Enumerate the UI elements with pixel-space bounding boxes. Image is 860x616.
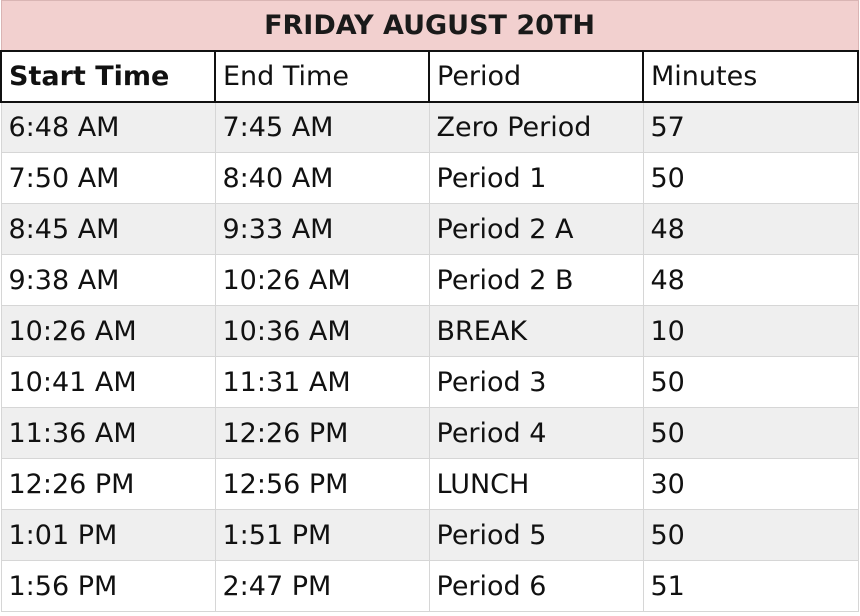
period-cell: Period 2 B [429,255,643,306]
table-row [1,153,858,204]
table-row [1,459,858,510]
period-cell: LUNCH [429,459,643,510]
minutes-cell: 50 [643,153,858,204]
minutes-cell: 10 [643,306,858,357]
minutes-cell: 57 [643,102,858,153]
start-time-cell: 1:56 PM [1,561,215,612]
minutes-cell: 30 [643,459,858,510]
end-time-cell: 10:36 AM [215,306,429,357]
table-row [1,357,858,408]
end-time-cell: 10:26 AM [215,255,429,306]
minutes-cell: 51 [643,561,858,612]
minutes-cell: 50 [643,357,858,408]
end-time-cell: 7:45 AM [215,102,429,153]
header-period: Period [429,51,643,102]
table-row [1,306,858,357]
start-time-cell: 12:26 PM [1,459,215,510]
start-time-cell: 1:01 PM [1,510,215,561]
start-time-cell: 11:36 AM [1,408,215,459]
table-row [1,255,858,306]
period-cell: Period 6 [429,561,643,612]
period-cell: Period 5 [429,510,643,561]
minutes-cell: 50 [643,510,858,561]
period-cell: Period 4 [429,408,643,459]
header-end-time: End Time [215,51,429,102]
table-row [1,204,858,255]
header-row [1,51,858,102]
end-time-cell: 12:26 PM [215,408,429,459]
period-cell: BREAK [429,306,643,357]
end-time-cell: 12:56 PM [215,459,429,510]
minutes-cell: 48 [643,204,858,255]
end-time-cell: 11:31 AM [215,357,429,408]
period-cell: Period 1 [429,153,643,204]
end-time-cell: 1:51 PM [215,510,429,561]
end-time-cell: 2:47 PM [215,561,429,612]
start-time-cell: 10:41 AM [1,357,215,408]
title-row [1,1,858,51]
period-cell: Period 2 A [429,204,643,255]
table-row [1,510,858,561]
schedule-title: FRIDAY AUGUST 20TH [1,1,858,51]
start-time-cell: 10:26 AM [1,306,215,357]
header-start-time: Start Time [1,51,215,102]
table-row [1,102,858,153]
header-minutes: Minutes [643,51,858,102]
end-time-cell: 8:40 AM [215,153,429,204]
minutes-cell: 50 [643,408,858,459]
start-time-cell: 9:38 AM [1,255,215,306]
start-time-cell: 7:50 AM [1,153,215,204]
end-time-cell: 9:33 AM [215,204,429,255]
start-time-cell: 6:48 AM [1,102,215,153]
minutes-cell: 48 [643,255,858,306]
table-row [1,408,858,459]
period-cell: Zero Period [429,102,643,153]
start-time-cell: 8:45 AM [1,204,215,255]
period-cell: Period 3 [429,357,643,408]
table-row [1,561,858,612]
